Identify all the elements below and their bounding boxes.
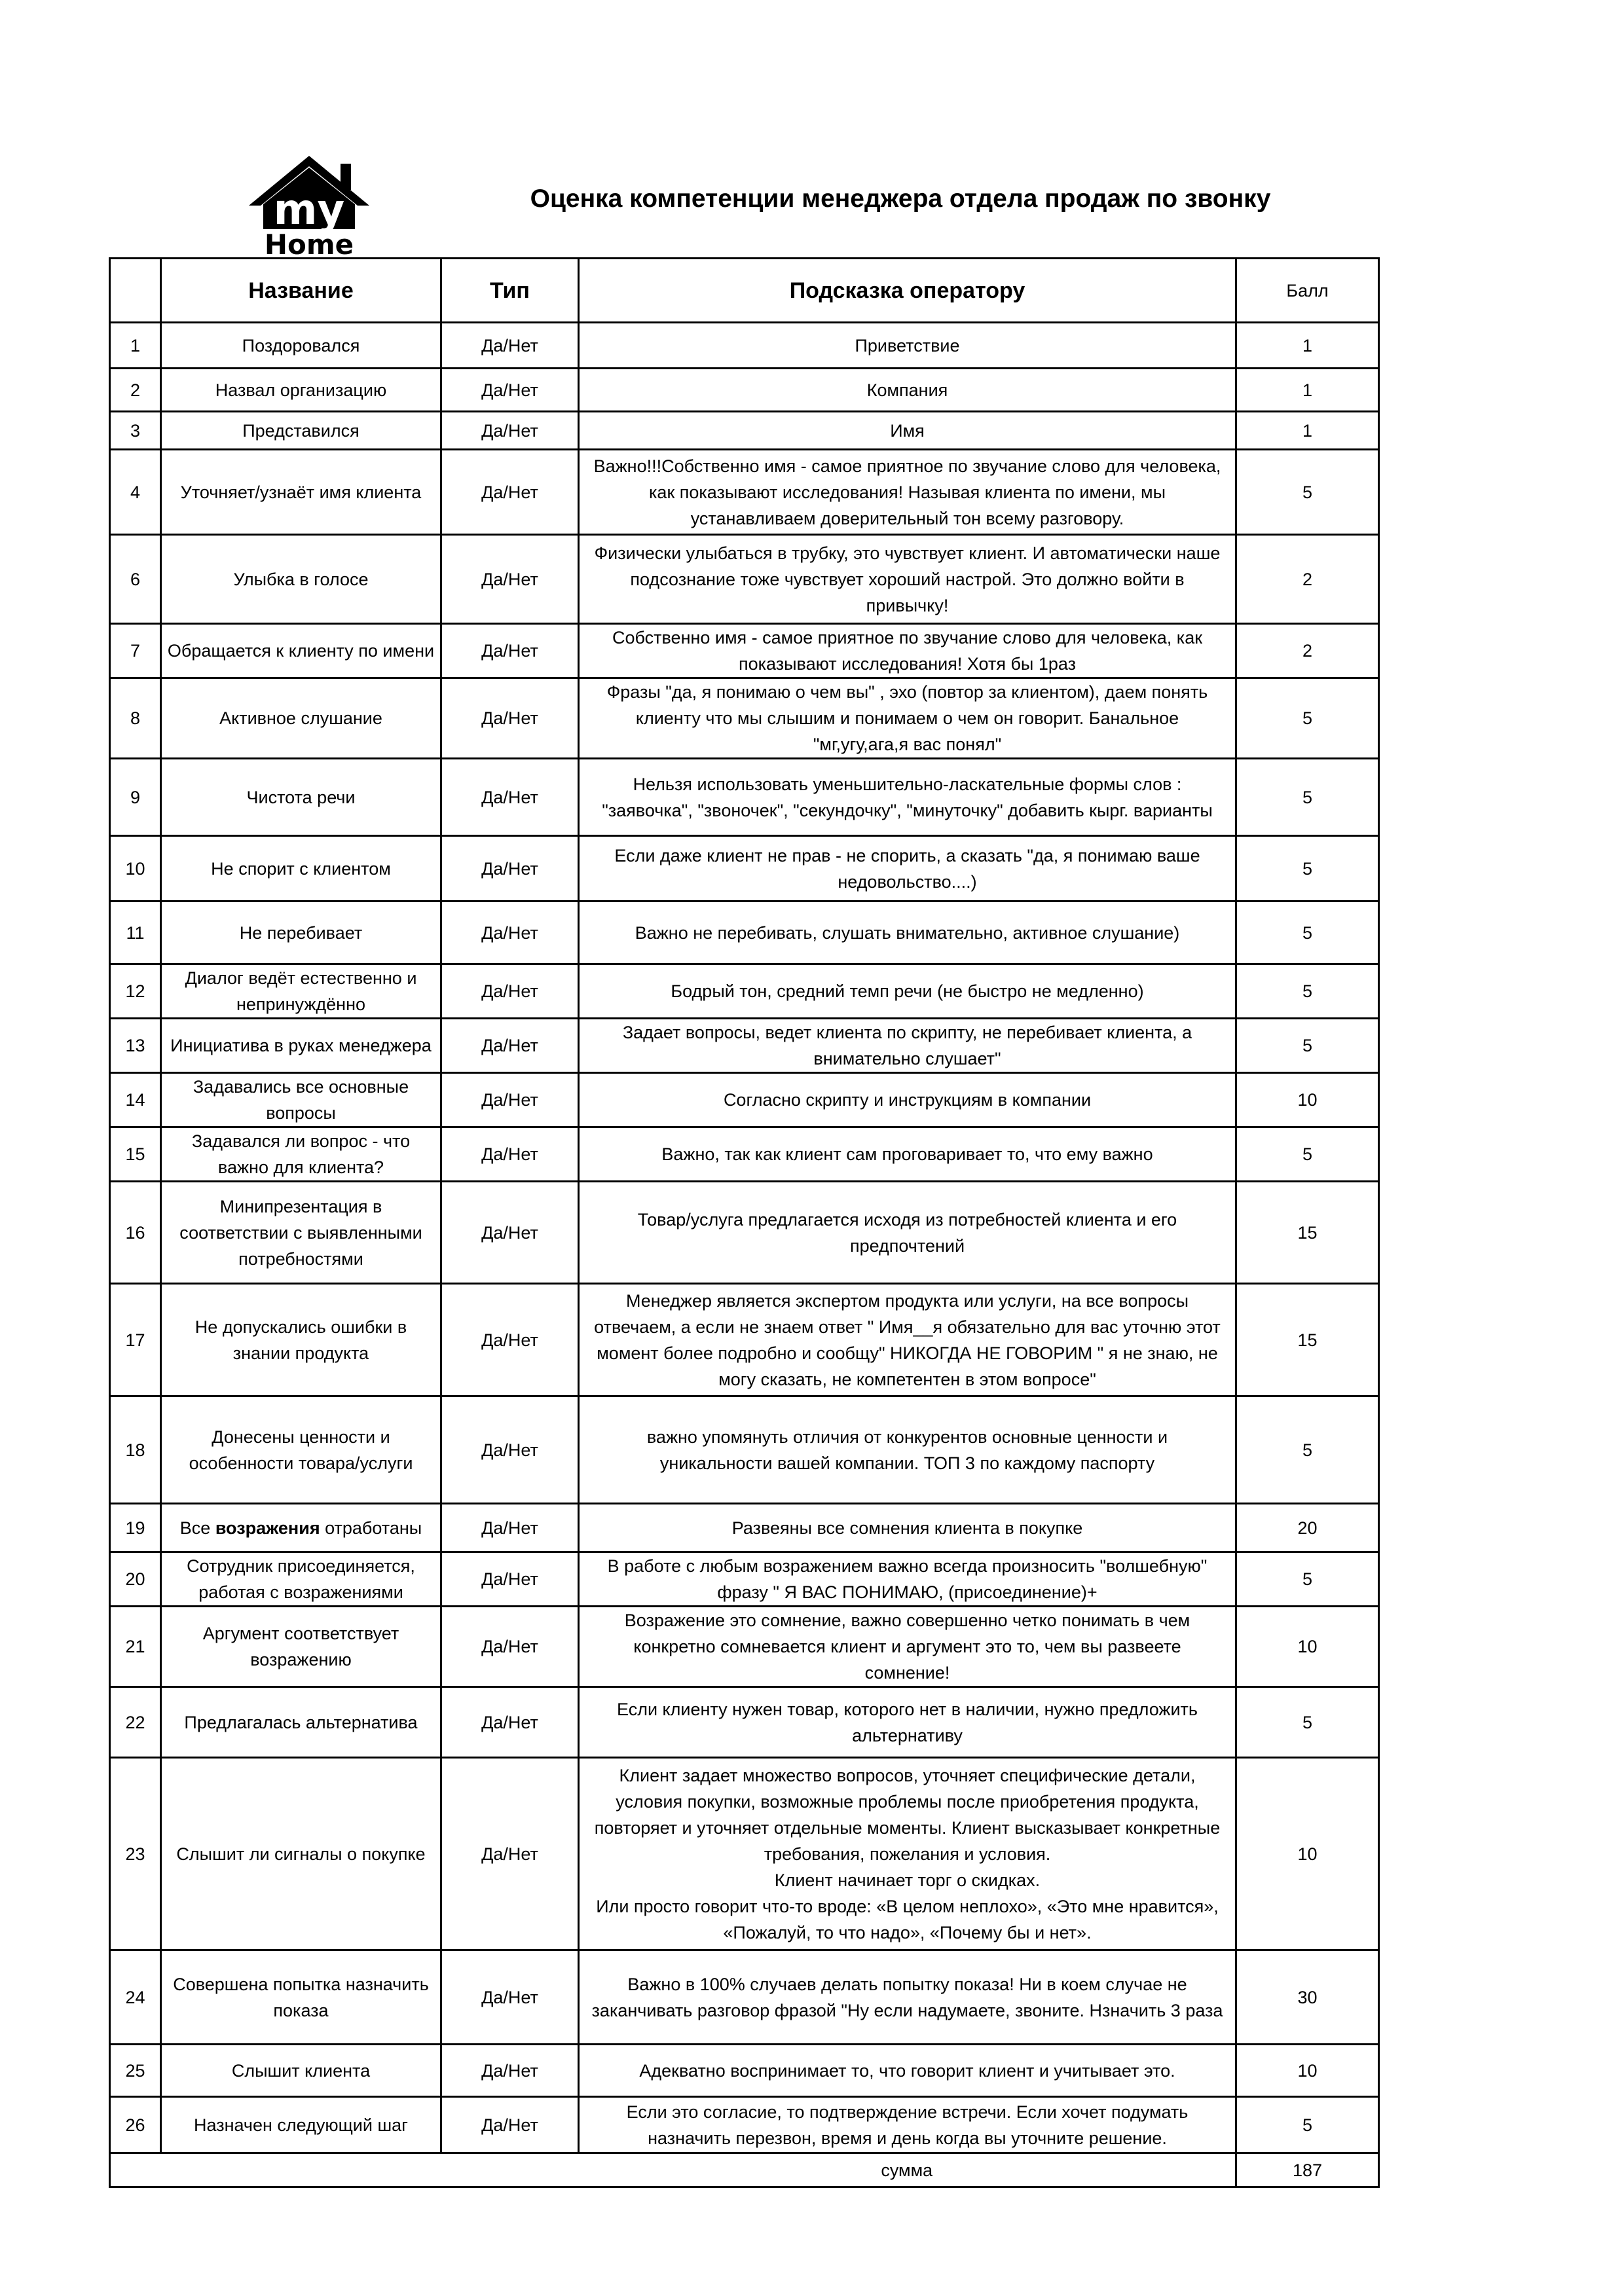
hint-line: Бодрый тон, средний темп речи (не быстро не медленно) xyxy=(671,981,1144,1001)
hint-line: уникальности вашей компании. ТОП 3 по каждому паспорту xyxy=(659,1453,1155,1473)
row-number: 13 xyxy=(110,1019,161,1073)
hint-line: конкретно сомневается клиент и аргумент это то, чем вы развеете xyxy=(633,1637,1181,1656)
hint-line: Приветствие xyxy=(855,335,960,355)
criterion-type: Да/Нет xyxy=(441,535,579,624)
table-row xyxy=(110,1284,1379,1396)
column-header-name: Название xyxy=(161,259,441,323)
criterion-type: Да/Нет xyxy=(441,1758,579,1950)
hint-line: альтернативу xyxy=(852,1725,963,1745)
hint-line: могу сказать, не компетентен в этом вопросе" xyxy=(718,1369,1096,1389)
criterion-type: Да/Нет xyxy=(441,1607,579,1687)
table-body xyxy=(110,323,1379,2187)
row-number: 6 xyxy=(110,535,161,624)
table-row xyxy=(110,412,1379,450)
criterion-type: Да/Нет xyxy=(441,1687,579,1758)
hint-line: В работе с любым возражением важно всегда произносить "волшебную" xyxy=(607,1556,1208,1576)
criterion-name: Поздоровался xyxy=(161,323,441,369)
hint-line: "заявочка", "звоночек", "секундочку", "минуточку" добавить кырг. варианты xyxy=(602,800,1213,820)
criterion-type: Да/Нет xyxy=(441,759,579,836)
hint-line: Развеяны все сомнения клиента в покупке xyxy=(731,1518,1083,1538)
criterion-score: 10 xyxy=(1236,2045,1379,2097)
criterion-name: Представился xyxy=(161,412,441,450)
hint-line: Физически улыбаться в трубку, это чувствует клиент. И автоматически наше xyxy=(594,543,1221,563)
hint-line: Важно в 100% случаев делать попытку показа! Ни в коем случае не xyxy=(627,1974,1187,1994)
operator-hint xyxy=(579,1284,1236,1396)
hint-line: условия покупки, возможные проблемы после приобретения продукта, xyxy=(616,1791,1199,1812)
total-row xyxy=(110,2153,1379,2187)
row-number: 15 xyxy=(110,1127,161,1182)
table-row xyxy=(110,624,1379,678)
criterion-name-keyword: возражения xyxy=(215,1518,320,1538)
operator-hint xyxy=(579,1396,1236,1504)
row-number: 9 xyxy=(110,759,161,836)
operator-hint xyxy=(579,1504,1236,1552)
table-row xyxy=(110,1552,1379,1607)
hint-line: Или просто говорит что-то вроде: «В целом неплохо», «Это мне нравится», xyxy=(596,1896,1219,1916)
criterion-name: Не допускались ошибки в знании продукта xyxy=(161,1284,441,1396)
operator-hint xyxy=(579,1019,1236,1073)
table-row xyxy=(110,1504,1379,1552)
hint-line: привычку! xyxy=(866,595,949,615)
criterion-name: Задавался ли вопрос - что важно для клиента? xyxy=(161,1127,441,1182)
operator-hint xyxy=(579,1950,1236,2045)
evaluation-table xyxy=(109,257,1380,2188)
row-number: 7 xyxy=(110,624,161,678)
table-row xyxy=(110,964,1379,1019)
criterion-score: 5 xyxy=(1236,1127,1379,1182)
operator-hint xyxy=(579,1182,1236,1284)
criterion-score: 10 xyxy=(1236,1073,1379,1127)
row-number: 20 xyxy=(110,1552,161,1607)
criterion-type: Да/Нет xyxy=(441,2097,579,2153)
column-header-type: Тип xyxy=(441,259,579,323)
myhome-logo xyxy=(244,152,375,257)
operator-hint xyxy=(579,1607,1236,1687)
row-number: 19 xyxy=(110,1504,161,1552)
row-number: 17 xyxy=(110,1284,161,1396)
criterion-score: 1 xyxy=(1236,412,1379,450)
operator-hint xyxy=(579,412,1236,450)
criterion-name: Назвал организацию xyxy=(161,369,441,412)
criterion-score: 5 xyxy=(1236,1552,1379,1607)
operator-hint xyxy=(579,964,1236,1019)
criterion-score: 2 xyxy=(1236,624,1379,678)
hint-line: сомнение! xyxy=(864,1663,950,1683)
document-title: Оценка компетенции менеджера отдела продаж по звонку xyxy=(530,185,1271,213)
row-number: 16 xyxy=(110,1182,161,1284)
criterion-score: 5 xyxy=(1236,902,1379,964)
row-number: 1 xyxy=(110,323,161,369)
criterion-score: 5 xyxy=(1236,836,1379,902)
criterion-score: 2 xyxy=(1236,535,1379,624)
criterion-type: Да/Нет xyxy=(441,1073,579,1127)
criterion-name: Совершена попытка назначить показа xyxy=(161,1950,441,2045)
criterion-type: Да/Нет xyxy=(441,678,579,759)
criterion-name: Сотрудник присоединяется, работая с возражениями xyxy=(161,1552,441,1607)
operator-hint xyxy=(579,1687,1236,1758)
criterion-score: 10 xyxy=(1236,1607,1379,1687)
criterion-type: Да/Нет xyxy=(441,1182,579,1284)
hint-line: Нельзя использовать уменьшительно-ласкательные формы слов : xyxy=(633,774,1182,794)
operator-hint xyxy=(579,1127,1236,1182)
table-row xyxy=(110,1758,1379,1950)
criterion-score: 5 xyxy=(1236,759,1379,836)
row-number: 12 xyxy=(110,964,161,1019)
hint-line: Если это согласие, то подтверждение встречи. Если хочет подумать xyxy=(626,2102,1189,2122)
table-row xyxy=(110,450,1379,535)
hint-line: подсознание тоже чувствует хороший настрой. Это должно войти в xyxy=(630,569,1185,589)
table-row xyxy=(110,369,1379,412)
hint-line: Если клиенту нужен товар, которого нет в наличии, нужно предложить xyxy=(617,1699,1198,1719)
row-number: 14 xyxy=(110,1073,161,1127)
criterion-type: Да/Нет xyxy=(441,964,579,1019)
table-row xyxy=(110,1396,1379,1504)
operator-hint xyxy=(579,2045,1236,2097)
hint-line: Клиент задает множество вопросов, уточняет специфические детали, xyxy=(619,1765,1196,1785)
hint-line: момент более подробно и сообщу" НИКОГДА НЕ ГОВОРИМ " я не знаю, не xyxy=(597,1343,1218,1363)
criterion-score: 15 xyxy=(1236,1284,1379,1396)
hint-line: Собственно имя - самое приятное по звучание слово для человека, как xyxy=(612,628,1203,647)
operator-hint xyxy=(579,1073,1236,1127)
criterion-name: Минипрезентация в соответствии с выявленными потребностями xyxy=(161,1182,441,1284)
hint-line: Согласно скрипту и инструкциям в компании xyxy=(723,1090,1092,1110)
row-number: 10 xyxy=(110,836,161,902)
hint-line: Имя xyxy=(890,420,925,441)
criterion-name: Активное слушание xyxy=(161,678,441,759)
hint-line: "мг,угу,ага,я вас понял" xyxy=(813,735,1002,754)
criterion-name: Не спорит с клиентом xyxy=(161,836,441,902)
logo-text-my: my xyxy=(273,186,345,234)
total-row-blank xyxy=(110,2153,579,2187)
criterion-name: Слышит клиента xyxy=(161,2045,441,2097)
table-row xyxy=(110,759,1379,836)
criterion-score: 5 xyxy=(1236,450,1379,535)
table-row xyxy=(110,678,1379,759)
logo-text-home: Home xyxy=(264,228,354,257)
hint-line: требования, пожелания и условия. xyxy=(764,1844,1051,1864)
table-row xyxy=(110,1073,1379,1127)
criterion-name: Инициатива в руках менеджера xyxy=(161,1019,441,1073)
operator-hint xyxy=(579,323,1236,369)
criterion-name: Аргумент соответствует возражению xyxy=(161,1607,441,1687)
criterion-score: 30 xyxy=(1236,1950,1379,2045)
criterion-score: 5 xyxy=(1236,678,1379,759)
operator-hint xyxy=(579,450,1236,535)
criterion-type: Да/Нет xyxy=(441,1396,579,1504)
hint-line: Фразы "да, я понимаю о чем вы" , эхо (повтор за клиентом), даем понять xyxy=(606,682,1208,702)
hint-line: показывают исследования! Хотя бы 1раз xyxy=(739,654,1076,674)
hint-line: важно упомянуть отличия от конкурентов основные ценности и xyxy=(646,1427,1168,1447)
criterion-type: Да/Нет xyxy=(441,2045,579,2097)
row-number: 11 xyxy=(110,902,161,964)
row-number: 3 xyxy=(110,412,161,450)
criterion-type: Да/Нет xyxy=(441,1552,579,1607)
hint-line: фразу " Я ВАС ПОНИМАЮ, (присоединение)+ xyxy=(717,1582,1098,1602)
hint-line: Важно не перебивать, слушать внимательно, активное слушание) xyxy=(635,922,1180,943)
criterion-score: 15 xyxy=(1236,1182,1379,1284)
criterion-score: 5 xyxy=(1236,1687,1379,1758)
hint-line: Адекватно воспринимает то, что говорит клиент и учитывает это. xyxy=(639,2060,1175,2081)
table-row xyxy=(110,2045,1379,2097)
criterion-type: Да/Нет xyxy=(441,1019,579,1073)
criterion-score: 20 xyxy=(1236,1504,1379,1552)
criterion-type: Да/Нет xyxy=(441,450,579,535)
table-row xyxy=(110,902,1379,964)
hint-line: заканчивать разговор фразой "Ну если надумаете, звоните. Нзначить 3 раза xyxy=(591,2000,1223,2020)
hint-line: недовольство....) xyxy=(838,871,977,892)
criterion-type: Да/Нет xyxy=(441,1950,579,2045)
operator-hint xyxy=(579,369,1236,412)
criterion-type: Да/Нет xyxy=(441,323,579,369)
row-number: 2 xyxy=(110,369,161,412)
row-number: 24 xyxy=(110,1950,161,2045)
row-number: 25 xyxy=(110,2045,161,2097)
criterion-type: Да/Нет xyxy=(441,1284,579,1396)
criterion-name-suffix: отработаны xyxy=(320,1518,422,1538)
operator-hint xyxy=(579,2097,1236,2153)
operator-hint xyxy=(579,836,1236,902)
hint-line: как показывают исследования! Называя клиента по имени, мы xyxy=(649,482,1166,502)
criterion-name: Чистота речи xyxy=(161,759,441,836)
hint-line: устанавливаем доверительный тон всему разговору. xyxy=(690,508,1124,528)
row-number: 26 xyxy=(110,2097,161,2153)
row-number: 23 xyxy=(110,1758,161,1950)
criterion-name-prefix: Все xyxy=(179,1518,215,1538)
table-row xyxy=(110,535,1379,624)
criterion-type: Да/Нет xyxy=(441,1504,579,1552)
hint-line: назначить перезвон, время и день когда вы уточните решение. xyxy=(648,2128,1167,2148)
hint-line: Менеджер является экспертом продукта или услуги, на все вопросы xyxy=(625,1290,1189,1311)
criterion-name: Назначен следующий шаг xyxy=(161,2097,441,2153)
operator-hint xyxy=(579,535,1236,624)
criterion-type: Да/Нет xyxy=(441,624,579,678)
total-value: 187 xyxy=(1236,2153,1379,2187)
criterion-score: 5 xyxy=(1236,1019,1379,1073)
column-header-score: Балл xyxy=(1236,259,1379,323)
hint-line: Клиент начинает торг о скидках. xyxy=(774,1870,1041,1890)
hint-line: клиенту что мы слышим и понимаем о чем он говорит. Банальное xyxy=(635,708,1179,728)
hint-line: предпочтений xyxy=(849,1235,965,1256)
table-row xyxy=(110,1607,1379,1687)
operator-hint xyxy=(579,624,1236,678)
hint-line: Важно!!!Собственно имя - самое приятное по звучание слово для человека, xyxy=(593,456,1221,476)
row-number: 18 xyxy=(110,1396,161,1504)
criterion-name: Уточняет/узнаёт имя клиента xyxy=(161,450,441,535)
criterion-name: Диалог ведёт естественно и непринуждённо xyxy=(161,964,441,1019)
operator-hint xyxy=(579,1552,1236,1607)
criterion-name: Улыбка в голосе xyxy=(161,535,441,624)
hint-line: Товар/услуга предлагается исходя из потребностей клиента и его xyxy=(637,1209,1177,1230)
operator-hint xyxy=(579,1758,1236,1950)
table-row xyxy=(110,1182,1379,1284)
operator-hint xyxy=(579,678,1236,759)
hint-line: Компания xyxy=(866,380,948,400)
criterion-name: Обращается к клиенту по имени xyxy=(161,624,441,678)
table-row xyxy=(110,2097,1379,2153)
criterion-score: 1 xyxy=(1236,369,1379,412)
column-header-number xyxy=(110,259,161,323)
criterion-score: 1 xyxy=(1236,323,1379,369)
criterion-name xyxy=(161,1504,441,1552)
criterion-name: Не перебивает xyxy=(161,902,441,964)
table-row xyxy=(110,1019,1379,1073)
hint-line: отвечаем, а если не знаем ответ " Имя__я обязательно для вас уточню этот xyxy=(594,1317,1221,1337)
criterion-score: 5 xyxy=(1236,2097,1379,2153)
criterion-score: 5 xyxy=(1236,964,1379,1019)
hint-line: Если даже клиент не прав - не спорить, а сказать "да, я понимаю ваше xyxy=(614,845,1200,866)
criterion-name: Предлагалась альтернатива xyxy=(161,1687,441,1758)
row-number: 22 xyxy=(110,1687,161,1758)
criterion-name: Слышит ли сигналы о покупке xyxy=(161,1758,441,1950)
column-header-hint: Подсказка оператору xyxy=(579,259,1236,323)
operator-hint xyxy=(579,902,1236,964)
criterion-name: Донесены ценности и особенности товара/услуги xyxy=(161,1396,441,1504)
table-header-row xyxy=(110,259,1379,323)
hint-line: Задает вопросы, ведет клиента по скрипту, не перебивает клиента, а xyxy=(622,1023,1192,1042)
criterion-type: Да/Нет xyxy=(441,902,579,964)
hint-line: Возражение это сомнение, важно совершенно четко понимать в чем xyxy=(624,1611,1190,1630)
criterion-type: Да/Нет xyxy=(441,1127,579,1182)
criterion-type: Да/Нет xyxy=(441,369,579,412)
criterion-type: Да/Нет xyxy=(441,412,579,450)
criterion-score: 10 xyxy=(1236,1758,1379,1950)
row-number: 21 xyxy=(110,1607,161,1687)
criterion-type: Да/Нет xyxy=(441,836,579,902)
hint-line: «Пожалуй, то что надо», «Почему бы и нет». xyxy=(723,1922,1092,1942)
criterion-name: Задавались все основные вопросы xyxy=(161,1073,441,1127)
hint-line: Важно, так как клиент сам проговаривает то, что ему важно xyxy=(661,1144,1153,1164)
row-number: 4 xyxy=(110,450,161,535)
hint-line: повторяет и уточняет отдельные моменты. Клиент высказывает конкретные xyxy=(594,1817,1221,1838)
table-row xyxy=(110,836,1379,902)
hint-line: внимательно слушает" xyxy=(813,1049,1001,1068)
table-row xyxy=(110,1950,1379,2045)
operator-hint xyxy=(579,759,1236,836)
total-label: сумма xyxy=(579,2153,1236,2187)
table-row xyxy=(110,323,1379,369)
table-row xyxy=(110,1127,1379,1182)
table-row xyxy=(110,1687,1379,1758)
criterion-score: 5 xyxy=(1236,1396,1379,1504)
row-number: 8 xyxy=(110,678,161,759)
